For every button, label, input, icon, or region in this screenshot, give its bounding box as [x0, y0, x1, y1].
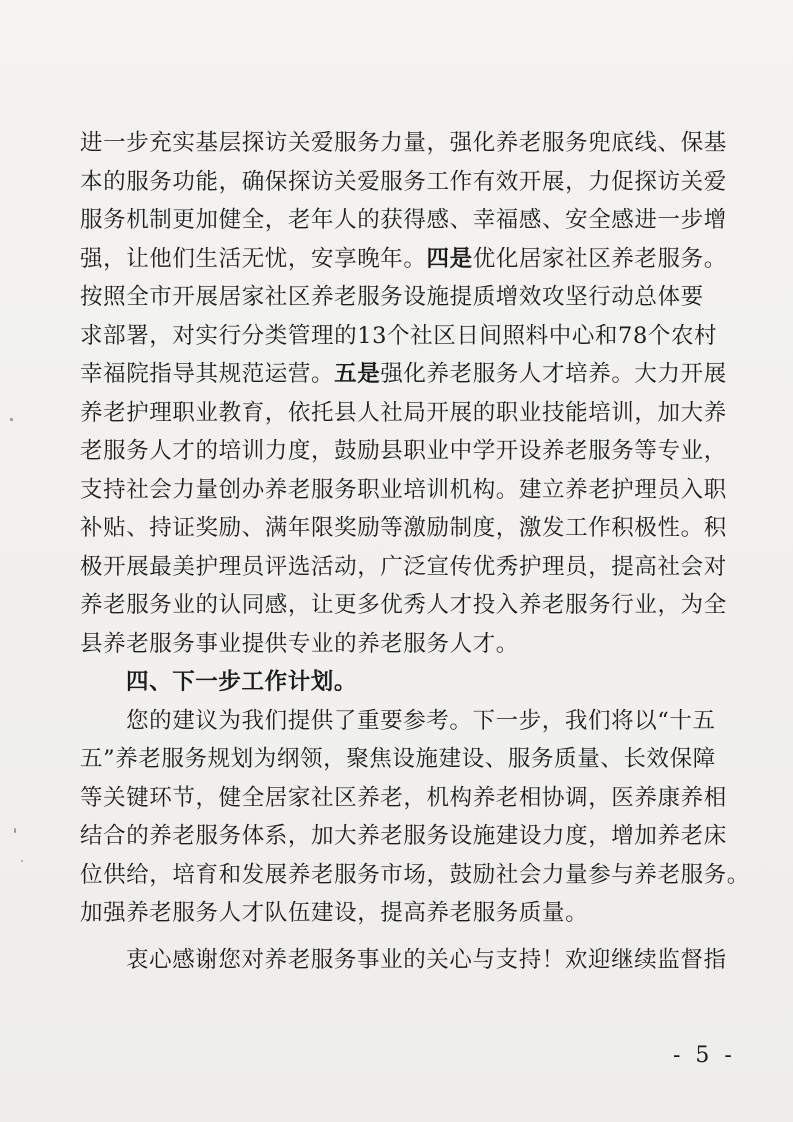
section-heading: 四、下一步工作计划。	[126, 669, 358, 695]
body-line-12: 极开展最美护理员评选活动，广泛宣传优秀护理员，提高社会对	[80, 553, 727, 580]
plan-line-3: 等关键环节，健全居家社区养老，机构养老相协调，医养康养相	[80, 784, 727, 811]
body-line-11: 补贴、持证奖励、满年限奖励等激励制度，激发工作积极性。积	[80, 515, 727, 541]
page-number: - 5 -	[673, 1043, 736, 1068]
body-line-3: 服务机制更加健全，老年人的获得感、幸福感、安全感进一步增	[80, 207, 727, 233]
body-line-4-text-b: 优化居家社区养老服务。	[472, 245, 727, 272]
document-body	[80, 124, 750, 979]
plan-line-2: 五”养老服务规划为纲领，聚焦设施建设、服务质量、长效保障	[80, 746, 716, 772]
body-line-5: 按照全市开展居家社区养老服务设施提质增效攻坚行动总体要	[80, 284, 704, 310]
plan-line-5: 位供给，培育和发展养老服务市场，鼓励社会力量参与养老服务。	[80, 861, 750, 888]
body-line-7	[80, 355, 730, 394]
scan-speck	[10, 418, 13, 421]
body-line-4	[80, 240, 730, 279]
closing-line: 衷心感谢您对养老服务事业的关心与支持！欢迎继续监督指	[126, 946, 727, 973]
body-line-1: 进一步充实基层探访关爱服务力量，强化养老服务兜底线、保基	[80, 130, 727, 156]
plan-line-6: 加强养老服务人才队伍建设，提高养老服务质量。	[80, 900, 589, 926]
body-line-9: 老服务人才的培训力度，鼓励县职业中学开设养老服务等专业，	[80, 438, 727, 464]
plan-line-4: 结合的养老服务体系，加大养老服务设施建设力度，增加养老床	[80, 823, 727, 849]
body-line-8: 养老护理职业教育，依托县人社局开展的职业技能培训，加大养	[80, 399, 727, 426]
scan-speck	[21, 860, 23, 862]
body-line-13: 养老服务业的认同感，让更多优秀人才投入养老服务行业，为全	[80, 592, 727, 618]
plan-line-1: 您的建议为我们提供了重要参考。下一步，我们将以“十五	[126, 707, 716, 734]
body-line-14: 县养老服务事业提供专业的养老服务人才。	[80, 630, 519, 657]
point-four-label: 四是	[426, 245, 473, 272]
point-five-label: 五是	[334, 361, 381, 387]
body-line-7-text-a: 幸福院指导其规范运营。	[80, 361, 335, 387]
body-line-7-text-b: 强化养老服务人才培养。大力开展	[380, 361, 727, 387]
body-line-10: 支持社会力量创办养老服务职业培训机构。建立养老护理员入职	[80, 476, 727, 503]
scan-speck	[14, 828, 16, 833]
body-line-6: 求部署，对实行分类管理的13个社区日间照料中心和78个农村	[80, 322, 718, 349]
body-line-2: 本的服务功能，确保探访关爱服务工作有效开展，力促探访关爱	[80, 168, 727, 195]
body-line-4-text-a: 强，让他们生活无忧，安享晚年。	[80, 245, 427, 272]
